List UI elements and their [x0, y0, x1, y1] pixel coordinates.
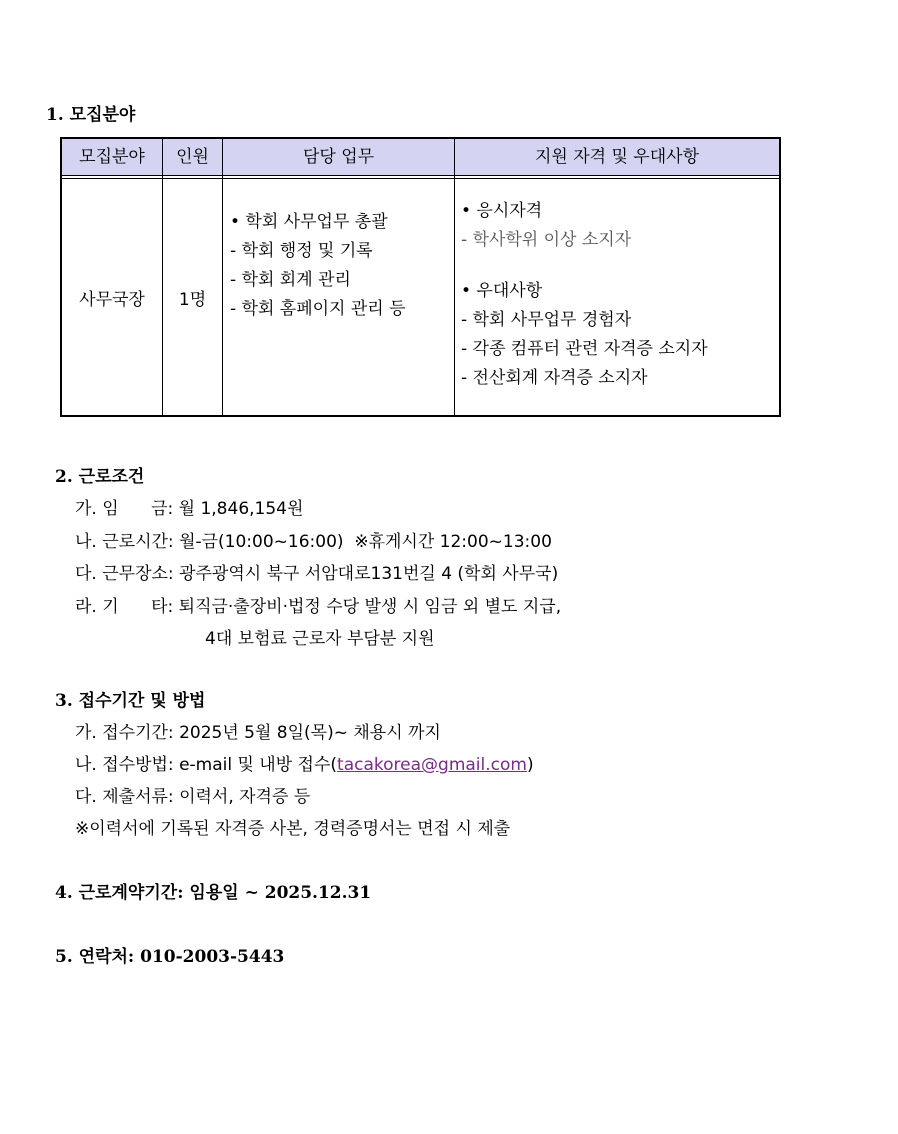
duty-item: • 학회 사무업무 총괄	[230, 212, 388, 232]
documents-label: 다. 제출서류:	[75, 787, 174, 807]
location-value: 광주광역시 북구 서암대로131번길 4 (학회 사무국)	[179, 564, 559, 584]
duty-item: - 학회 회계 관리	[230, 270, 351, 290]
hours-value: 월-금(10:00~16:00) ※휴게시간 12:00~13:00	[179, 532, 552, 552]
qualification-title: • 응시자격	[461, 201, 543, 221]
method-row: 나. 접수방법: e-mail 및 내방 접수(tacakorea@gmail.com)	[75, 755, 534, 775]
etc-label: 라. 기 타:	[75, 597, 174, 617]
location-row	[75, 559, 558, 584]
hours-row	[75, 527, 552, 552]
email-link[interactable]: tacakorea@gmail.com	[337, 755, 527, 775]
wage-row	[75, 494, 303, 519]
method-label: 나. 접수방법:	[75, 755, 174, 775]
etc-value: 퇴직금·출장비·법정 수당 발생 시 임금 외 별도 지급,	[178, 597, 562, 617]
section2-heading: 2. 근로조건	[55, 467, 145, 487]
etc-row	[75, 592, 561, 617]
section3-heading: 3. 접수기간 및 방법	[55, 691, 206, 711]
section4-heading: 4. 근로계약기간: 임용일 ~ 2025.12.31	[55, 883, 372, 903]
section5-heading: 5. 연락처: 010-2003-5443	[55, 947, 285, 967]
period-value: 2025년 5월 8일(목)~ 채용시 까지	[179, 723, 441, 743]
cell-duties	[230, 208, 406, 324]
documents-row	[75, 782, 310, 807]
header-field: 모집분야	[79, 147, 145, 167]
qualification-item: - 학사학위 이상 소지자	[461, 230, 632, 250]
duty-item: - 학회 홈페이지 관리 등	[230, 299, 406, 319]
section1-heading: 1. 모집분야	[46, 105, 136, 125]
period-label: 가. 접수기간:	[75, 723, 174, 743]
preference-item: - 학회 사무업무 경험자	[461, 310, 632, 330]
method-value: e-mail 및 내방 접수(	[179, 755, 338, 775]
cell-count: 1명	[178, 290, 207, 310]
period-row	[75, 718, 441, 743]
etc-continuation: 4대 보험료 근로자 부담분 지원	[205, 629, 435, 649]
documents-value: 이력서, 자격증 등	[179, 787, 311, 807]
hours-label: 나. 근로시간:	[75, 532, 174, 552]
header-duties: 담당 업무	[302, 147, 375, 167]
preference-title: • 우대사항	[461, 281, 543, 301]
recruit-table	[60, 137, 781, 417]
header-count: 인원	[176, 147, 209, 167]
wage-value: 월 1,846,154원	[178, 499, 304, 519]
preference-item: - 각종 컴퓨터 관련 자격증 소지자	[461, 339, 708, 359]
location-label: 다. 근무장소:	[75, 564, 174, 584]
cell-qualifications	[461, 197, 708, 393]
preference-item: - 전산회계 자격증 소지자	[461, 368, 648, 388]
wage-label: 가. 임 금:	[75, 499, 174, 519]
duty-item: - 학회 행정 및 기록	[230, 241, 373, 261]
cell-field: 사무국장	[79, 290, 145, 310]
header-qualification: 지원 자격 및 우대사항	[534, 147, 699, 167]
documents-note: ※이력서에 기록된 자격증 사본, 경력증명서는 면접 시 제출	[75, 819, 511, 839]
